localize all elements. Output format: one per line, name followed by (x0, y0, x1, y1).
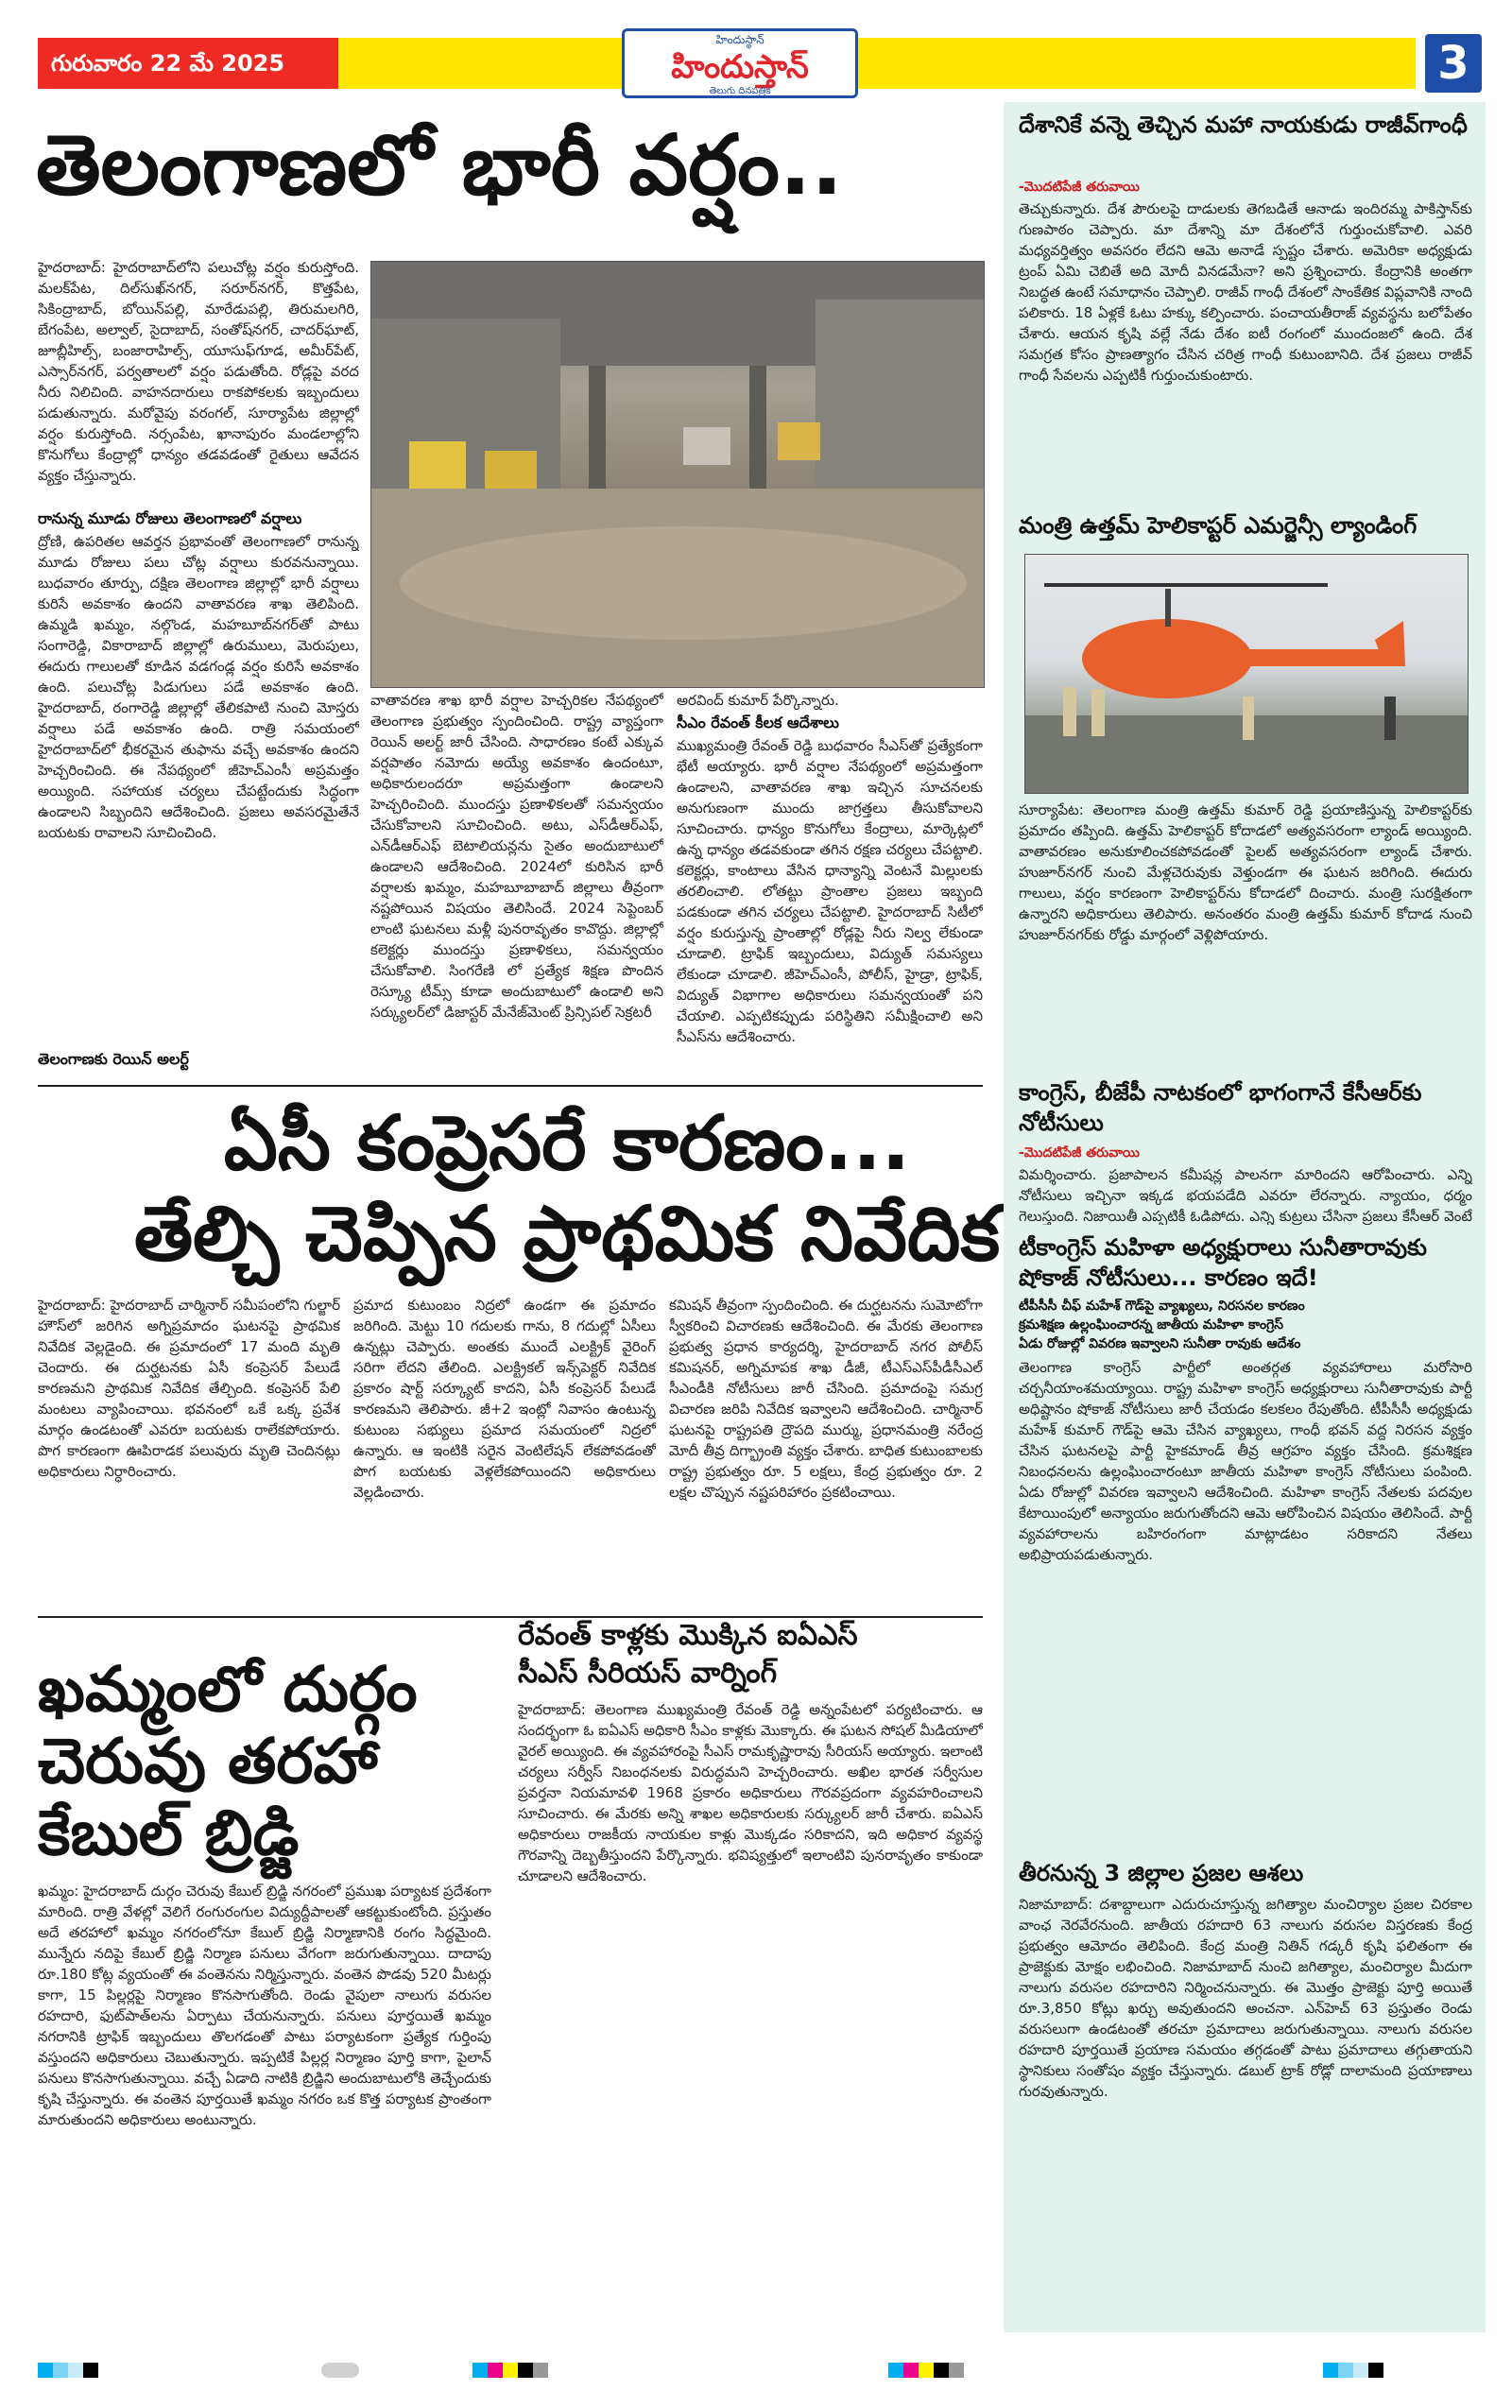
print-color-bar-1 (38, 2363, 98, 2378)
story1-col3-body: అరవింద్ కుమార్ పేర్కొన్నారు. (677, 692, 839, 709)
sidebar-story2-title: మంత్రి ఉత్తమ్ హెలికాప్టర్ ఎమర్జెన్సీ ల్యాండింగ్ (1019, 512, 1418, 539)
print-color-bar-5 (1323, 2363, 1383, 2378)
sidebar-story1-body: తెచ్చుకున్నారు. దేశ పౌరులపై దాడులకు తెగబడితే ఆనాడు ఇందిరమ్మ పాకిస్తాన్‌కు గుణపాఠం చెప్పారు. మా దేశాన్ని మా దేశంలోనే గుర్తుంచుకోవాలి. ఎవరి మధ్యవర్తిత్వం అవసరం లేదని ఆమె అనాడే స్పష్టం చేశారు. అమెరికా అధ్యక్షుడు ట్రంప్ ఏమి చెబితే అది మోదీ వినడమేనా? అని ప్రశ్నించారు. కేంద్రానికి అంతగా నిబద్ధత ఉంటే సమాధానం చెప్పాలి. రాజీవ్ గాంధీ దేశంలో సాంకేతిక విప్లవానికి నాంది పలికారు. 18 ఏళ్లకే ఓటు హక్కు కల్పించారు. పంచాయతీరాజ్ వ్యవస్థను బలోపేతం చేశారు. ఆయన కృషి వల్లే నేడు దేశం ఐటీ రంగంలో ముందంజలో ఉంది. దేశ సమగ్రత కోసం ప్రాణత్యాగం చేసిన చరిత్ర గాంధీ కుటుంబానిది. దేశ ప్రజలు రాజీవ్ గాంధీ సేవలను ఎప్పటికీ గుర్తుంచుకుంటారు. (1019, 200, 1472, 384)
helicopter-photo-illustration (1025, 555, 1468, 793)
sidebar-story4-subhead: టీపీసీసీ చీఫ్ మహేశ్ గౌడ్‌పై వ్యాఖ్యలు, నిరసనల కారణం (1019, 1299, 1305, 1314)
story1-col1-subhead: రానున్న మూడు రోజులు తెలంగాణలో వర్షాలు (38, 509, 302, 527)
sidebar-story3-body: విమర్శించారు. ప్రజాపాలన కమీషన్ల పాలనగా మారిందని ఆరోపించారు. ఎన్ని నోటీసులు ఇచ్చినా ఇక్కడ భయపడేది ఎవరూ లేరన్నారు. న్యాయం, ధర్మం గెలుస్తుంది. నిజాయితీ ఎప్పటికీ ఓడిపోదు. ఎన్ని కుట్రలు చేసినా ప్రజలు కేసీఆర్ వెంటే (1019, 1166, 1472, 1225)
sidebar-story1-title: దేశానికే వన్నె తెచ్చిన మహా నాయకుడు రాజీవ్‌గాంధీ (1019, 112, 1468, 138)
story2-col2-body: ప్రమాద కుటుంబం నిద్రలో ఉండగా ఈ ప్రమాదం జరిగింది. మెట్టు 10 గదులకు గాను, 8 గదుల్లో ఏసీలు ఉన్నట్లు చెప్పారు. అంతకు ముందే ఎలక్ట్రిక్ వైరింగ్ సరిగా లేదని తేలింది. ఎలక్ట్రికల్ ఇన్స్‌పెక్టర్ నివేదిక ప్రకారం షార్ట్ సర్క్యూట్ కాదని, ఏసీ కంప్రెసర్ పేలుడే కారణమని తెలిపారు. జీ+2 ఇంట్లో నివాసం ఉంటున్న కుటుంబ సభ్యులు ప్రమాద సమయంలో నిద్రలో ఉన్నారు. ఆ ఇంటికి సరైన వెంటిలేషన్ లేకపోవడంతో పొగ బయటకు వెళ్లలేకపోయిందని అధికారులు వెల్లడించారు. (353, 1297, 656, 1501)
sidebar-story5-body: నిజామాబాద్: దశాబ్దాలుగా ఎదురుచూస్తున్న జగిత్యాల మంచిర్యాల ప్రజల చిరకాల వాంఛ నెరవేరనుంది. జాతీయ రహదారి 63 నాలుగు వరుసల విస్తరణకు కేంద్ర ప్రభుత్వం ఆమోదం తెలిపింది. కేంద్ర మంత్రి నితిన్ గడ్కరీ కృషి ఫలితంగా ఈ ప్రాజెక్టుకు మోక్షం లభించింది. నిజామాబాద్ నుంచి జగిత్యాల, మంచిర్యాల మీదుగా నాలుగు వరుసల రహదారిని నిర్మించనున్నారు. ఈ మొత్తం ప్రాజెక్టు పూర్తి అయితే రూ.3,850 కోట్లు ఖర్చు అవుతుందని అంచనా. ఎన్‌హెచ్ 63 ప్రస్తుతం రెండు వరుసలుగా ఉండటంతో తరచూ ప్రమాదాలు జరుగుతున్నాయి. నాలుగు వరుసల రహదారి పూర్తయితే ప్రయాణ సమయం తగ్గడంతో పాటు ప్రమాదాలు తగ్గుతాయని స్థానికులు సంతోషం వ్యక్తం చేస్తున్నారు. డబుల్ ట్రాక్ రోడ్లో దాలామంది ప్రయాణాలు గురవుతున్నారు. (1019, 1896, 1472, 2100)
story1-col3-body2: ముఖ్యమంత్రి రేవంత్ రెడ్డి బుధవారం సీఎస్‌తో ప్రత్యేకంగా భేటీ అయ్యారు. భారీ వర్షాల నేపథ్యంలో అప్రమత్తంగా ఉండాలని, వాతావరణ శాఖ ఇచ్చిన సూచనలకు అనుగుణంగా ముందు జాగ్రత్తలు తీసుకోవాలని సూచించారు. ధాన్యం కొనుగోలు కేంద్రాలు, మార్కెట్లలో ఉన్న ధాన్యం తడవకుండా తగిన రక్షణ చర్యలు చేపట్టాలి. కలెక్టర్లు, కాంటాలు వేసిన ధాన్యాన్ని వెంటనే మిల్లులకు తరలించాలి. లోతట్టు ప్రాంతాల ప్రజలు ఇబ్బంది పడకుండా తగిన చర్యలు చేపట్టాలి. హైదరాబాద్ సిటీలో వర్షం కురుస్తున్న ప్రాంతాల్లో రోడ్లపై నీరు నిల్వ లేకుండా చూడాలి. ట్రాఫిక్ ఇబ్బందులు, విద్యుత్ సమస్యలు లేకుండా చూడాలి. జీహెచ్‌ఎంసీ, పోలీస్, హైడ్రా, ట్రాఫిక్, విద్యుత్ విభాగాల అధికారులు సమన్వయంతో పని చేయాలి. ఎప్పటికప్పుడు పరిస్థితిని సమీక్షించాలి అని సీఎస్‌ను ఆదేశించారు. (677, 737, 983, 1045)
sidebar-story4-subhead2: క్రమశిక్షణ ఉల్లంఘించారన్న జాతీయ మహిళా కాంగ్రెస్ (1019, 1317, 1284, 1333)
story1-headline: తెలంగాణలో భారీ వర్షం.. (36, 116, 843, 214)
print-color-bar-2 (321, 2363, 359, 2378)
story1-col2-body: వాతావరణ శాఖ భారీ వర్షాల హెచ్చరికల నేపథ్యంలో తెలంగాణ ప్రభుత్వం స్పందించింది. రాష్ట్ర వ్యాప్తంగా రెయిన్ అలర్ట్ జారీ చేసింది. సాధారణం కంటే ఎక్కువ వర్షపాతం నమోదు అయ్యే అవకాశం ఉందంటూ, అధికారులందరూ అప్రమత్తంగా ఉండాలని హెచ్చరించింది. ముందస్తు ప్రణాళికలతో సమన్వయం చేసుకోవాలని సూచించింది. అటు, ఎస్‌డీఆర్‌ఎఫ్, ఎన్‌డీఆర్‌ఎఫ్ బెటాలియన్లను సైతం అందుబాటులో ఉండాలని ఆదేశించింది. 2024లో కురిసిన భారీ వర్షాలకు ఖమ్మం, మహబూబాబాద్ జిల్లాలు తీవ్రంగా నష్టపోయిన విషయం తెలిసిందే. 2024 సెప్టెంబర్ లాంటి ఘటనలు మళ్లీ పునరావృతం కావొద్దు. జిల్లాల్లో కలెక్టర్లు ముందస్తు ప్రణాళికలు, సమన్వయం చేసుకోవాలి. సింగరేణి లో ప్రత్యేక శిక్షణ పొందిన రెస్క్యూ టీమ్స్ కూడా అందుబాటులో ఉండాలి అని సర్క్యులర్‌లో డిజాస్టర్ మేనేజ్‌మెంట్ ప్రిన్సిపల్ సెక్రటరీ (370, 692, 663, 1021)
issue-date: గురువారం 22 మే 2025 (38, 38, 338, 89)
sidebar-story5-title: తీరనున్న 3 జిల్లాల ప్రజల ఆశలు (1019, 1860, 1304, 1886)
sidebar-story4-subhead3: ఏడు రోజుల్లో వివరణ ఇవ్వాలని సునీతా రావుకు ఆదేశం (1019, 1336, 1301, 1351)
story3-body: ఖమ్మం: హైదరాబాద్ దుర్గం చెరువు కేబుల్ బ్రిడ్జి నగరంలో ప్రముఖ పర్యాటక ప్రదేశంగా మారింది. రాత్రి వేళల్లో వెలిగే రంగురంగుల విద్యుద్దీపాలతో ఆకట్టుకుంటోంది. ప్రస్తుతం అదే తరహాలో ఖమ్మం నగరంలోనూ కేబుల్ బ్రిడ్జి నిర్మాణానికి రంగం సిద్ధమైంది. మున్నేరు నదిపై కేబుల్ బ్రిడ్జి నిర్మాణ పనులు వేగంగా జరుగుతున్నాయి. దాదాపు రూ.180 కోట్ల వ్యయంతో ఈ వంతెనను నిర్మిస్తున్నారు. వంతెన పొడవు 520 మీటర్లు కాగా, 15 పిల్లర్లపై నిర్మాణం కొనసాగుతోంది. రెండు వైపులా నాలుగు వరుసల రహదారి, ఫుట్‌పాత్‌లను ఏర్పాటు చేయనున్నారు. పనులు పూర్తయితే ఖమ్మం నగరానికి ట్రాఫిక్ ఇబ్బందులు తొలగడంతో పాటు పర్యాటకంగా ప్రత్యేక గుర్తింపు వస్తుందని అధికారులు చెబుతున్నారు. ఇప్పటికే పిల్లర్ల నిర్మాణం పూర్తి కాగా, పైలాన్ పనులు కొనసాగుతున్నాయి. వచ్చే ఏడాది నాటికి బ్రిడ్జిని అందుబాటులోకి తెచ్చేందుకు కృషి చేస్తున్నారు. ఈ వంతెన పూర్తయితే ఖమ్మం నగరం ఒక కొత్త పర్యాటక ప్రాంతంగా మారుతుందని అధికారులు అంటున్నారు. (38, 1883, 491, 2128)
newspaper-logo (622, 28, 858, 98)
story4-headline2: సీఎస్ సీరియస్ వార్నింగ్ (518, 1657, 778, 1690)
masthead-band (338, 38, 1416, 89)
story4-body: హైదరాబాద్: తెలంగాణ ముఖ్యమంత్రి రేవంత్ రెడ్డి అన్నంపేటలో పర్యటించారు. ఆ సందర్భంగా ఓ ఐఏఎస్ అధికారి సీఎం కాళ్లకు మొక్కారు. ఈ ఘటన సోషల్ మీడియాలో వైరల్ అయ్యింది. ఈ వ్యవహారంపై సీఎస్ రామకృష్ణారావు సీరియస్ అయ్యారు. ఇలాంటి చర్యలు సర్వీస్ నిబంధనలకు విరుద్ధమని హెచ్చరించారు. అఖిల భారత సర్వీసుల ప్రవర్తనా నియమావళి 1968 ప్రకారం అధికారులు గౌరవప్రదంగా వ్యవహరించాలని సూచించారు. ఈ మేరకు అన్ని శాఖల అధికారులకు సర్క్యులర్ జారీ చేశారు. ఐఏఎస్ అధికారులు రాజకీయ నాయకుల కాళ్లు మొక్కడం సరికాదని, ఇది అధికార వ్యవస్థ గౌరవాన్ని దెబ్బతీస్తుందని పేర్కొన్నారు. భవిష్యత్తులో ఇలాంటివి పునరావృతం కాకుండా చూడాలని ఆదేశించారు. (518, 1701, 983, 1884)
flood-road-photo (370, 261, 985, 688)
flood-photo-illustration (371, 262, 984, 687)
sidebar-story3-byline: -మొదటిపేజీ తరువాయి (1019, 1145, 1140, 1161)
story1-col1-subhead2: తెలంగాణకు రెయిన్ అలర్ట్ (38, 1050, 189, 1068)
sidebar-story1-byline: -మొదటిపేజీ తరువాయి (1019, 180, 1140, 195)
print-color-bar-3 (472, 2363, 548, 2378)
story2-col3-body: కమిషన్ తీవ్రంగా స్పందించింది. ఈ దుర్ఘటనను సుమోటోగా స్వీకరించి విచారణకు ఆదేశించింది. ఈ మేరకు తెలంగాణ ప్రభుత్వ ప్రధాన కార్యదర్శి, హైదరాబాద్ నగర పోలీస్ కమిషనర్, అగ్నిమాపక శాఖ డీజీ, టీఎస్‌ఎస్‌పీడీసీఎల్ సీఎండీకి నోటీసులు జారీ చేసింది. ప్రమాదంపై సమగ్ర విచారణ జరిపి నివేదిక ఇవ్వాలని ఆదేశించింది. చార్మినార్ ఘటనపై రాష్ట్రపతి ద్రౌపది ముర్ము, ప్రధానమంత్రి నరేంద్ర మోదీ తీవ్ర దిగ్భ్రాంతి వ్యక్తం చేశారు. బాధిత కుటుంబాలకు రాష్ట్ర ప్రభుత్వం రూ. 5 లక్షలు, కేంద్ర ప్రభుత్వం రూ. 2 లక్షల చొప్పున నష్టపరిహారం ప్రకటించాయి. (669, 1297, 983, 1501)
sidebar-story4-title: టీకాంగ్రెస్ మహిళా అధ్యక్షురాలు సునీతారావుకు షోకాజ్ నోటీసులు... కారణం ఇదే! (1019, 1234, 1427, 1291)
story4-headline1: రేవంత్ కాళ్లకు మొక్కిన ఐఏఎస్ (518, 1619, 858, 1652)
logo-sub-text: తెలుగు దినపత్రిక (709, 86, 771, 96)
helicopter-photo (1024, 554, 1469, 794)
sidebar-story4-body: తెలంగాణ కాంగ్రెస్ పార్టీలో అంతర్గత వ్యవహారాలు మరోసారి చర్చనీయాంశమయ్యాయి. రాష్ట్ర మహిళా కాంగ్రెస్ అధ్యక్షురాలు సునీతారావుకు పార్టీ అధిష్టానం షోకాజ్ నోటీసులు జారీ చేయడం కలకలం రేపుతోంది. టీపీసీసీ అధ్యక్షుడు మహేశ్ కుమార్ గౌడ్‌పై ఆమె చేసిన వ్యాఖ్యలు, గాంధీ భవన్ వద్ద నిరసన వ్యక్తం చేసిన ఘటనలపై పార్టీ హైకమాండ్ తీవ్ర ఆగ్రహం వ్యక్తం చేసింది. క్రమశిక్షణ నిబంధనలను ఉల్లంఘించారంటూ జాతీయ మహిళా కాంగ్రెస్ నోటీసులు పంపింది. ఏడు రోజుల్లో వివరణ ఇవ్వాలని ఆదేశించింది. మహిళా కాంగ్రెస్ నేతలకు పదవుల కేటాయింపులో అన్యాయం జరుగుతోందని ఆమె ఆరోపించిన విషయం తెలిసిందే. పార్టీ వ్యవహారాలను బహిరంగంగా మాట్లాడటం సరికాదని నేతలు అభిప్రాయపడుతున్నారు. (1019, 1359, 1472, 1563)
story2-headline-line2: తేల్చి చెప్పిన ప్రాథమిక నివేదిక (133, 1190, 1001, 1278)
print-color-bar-4 (888, 2363, 964, 2378)
sidebar-story3-title: కాంగ్రెస్, బీజేపీ నాటకంలో భాగంగానే కేసీఆర్‌కు నోటీసులు (1019, 1079, 1422, 1136)
logo-main-text: హిందుస్తాన్ (671, 48, 809, 86)
story1-col1-body: హైదరాబాద్: హైదరాబాద్‌లోని పలుచోట్ల వర్షం కురుస్తోంది. మలక్‌పేట, దిల్‌సుఖ్‌నగర్, సరూర్‌నగర్, కొత్తపేట, సికింద్రాబాద్, బోయిన్‌పల్లి, మారేడుపల్లి, తిరుమలగిరి, బేగంపేట, అల్వాల్, సైదాబాద్, సంతోష్‌నగర్, చాదర్‌ఘాట్, జూబ్లీహిల్స్, బంజారాహిల్స్, యూసుఫ్‌గూడ, అమీర్‌పేట్, ఎస్సార్‌నగర్, పర్వతాలలో వర్షం పడుతోంది. రోడ్లపై వరద నీరు నిలిచింది. వాహనదారులు రాకపోకలకు ఇబ్బందులు పడుతున్నారు. మరోవైపు వరంగల్, సూర్యాపేట జిల్లాల్లో వర్షం కురుస్తోంది. నర్సంపేట, ఖానాపురం మండలాల్లోని కొనుగోలు కేంద్రాల్లో ధాన్యం తడవడంతో రైతులు ఆవేదన వ్యక్తం చేస్తున్నారు. (38, 259, 359, 484)
story2-headline-line1: ఏసీ కంప్రెసరే కారణం... (223, 1099, 911, 1187)
story1-col1-body2: ద్రోణి, ఉపరితల ఆవర్తన ప్రభావంతో తెలంగాణలో రానున్న మూడు రోజులు పలు చోట్ల వర్షాలు కురవనున్నాయి. బుధవారం తూర్పు, దక్షిణ తెలంగాణ జిల్లాల్లో భారీ వర్షాలు కురిసే అవకాశం ఉందని వాతావరణ శాఖ తెలిపింది. ఉమ్మడి ఖమ్మం, నల్గొండ, మహబూబ్‌నగర్‌తో పాటు సంగారెడ్డి, వికారాబాద్ జిల్లాల్లో ఉరుములు, మెరుపులు, ఈదురు గాలులతో కూడిన వడగండ్ల వర్షం కురిసే అవకాశం ఉంది. పలుచోట్ల పిడుగులు పడే అవకాశం ఉంది. హైదరాబాద్, రంగారెడ్డి జిల్లాల్లో తేలికపాటి నుంచి మోస్తరు వర్షాలు పడే అవకాశం ఉంది. రాత్రి సమయంలో హైదరాబాద్‌లో భీకరమైన తుఫాను వచ్చే అవకాశం ఉందని హెచ్చరించింది. ఈ నేపథ్యంలో జీహెచ్‌ఎంసీ అప్రమత్తం అయ్యింది. సహాయక చర్యలు చేపట్టేందుకు సిద్ధంగా ఉండాలని సిబ్బందిని ఆదేశించింది. ప్రజలు అవసరమైతేనే బయటకు రావాలని సూచించింది. (38, 533, 359, 841)
sidebar-story2-body: సూర్యాపేట: తెలంగాణ మంత్రి ఉత్తమ్ కుమార్ రెడ్డి ప్రయాణిస్తున్న హెలికాప్టర్‌కు ప్రమాదం తప్పింది. ఉత్తమ్ హెలికాప్టర్ కోదాడలో అత్యవసరంగా ల్యాండ్ అయ్యింది. వాతావరణం అనుకూలించకపోవడంతో పైలట్ అత్యవసరంగా ల్యాండ్ చేశారు. హుజూర్‌నగర్ నుంచి మేళ్లచెరువుకు వెళ్తుండగా ఈ ఘటన జరిగింది. ఈదురు గాలులు, వర్షం కారణంగా హెలికాప్టర్‌ను కోదాడలో దించారు. మంత్రి సురక్షితంగా ఉన్నారని అధికారులు తెలిపారు. అనంతరం మంత్రి ఉత్తమ్ కుమార్ కోదాడ నుంచి హుజూర్‌నగర్‌కు రోడ్డు మార్గంలో వెళ్లిపోయారు. (1019, 801, 1472, 943)
page-number: 3 (1425, 34, 1482, 93)
logo-top-text: హిందుస్థాన్ (715, 33, 765, 46)
divider (38, 1085, 983, 1087)
story1-col3-subhead: సీఎం రేవంత్ కీలక ఆదేశాలు (677, 714, 839, 731)
story2-col1-body: హైదరాబాద్: హైదరాబాద్ చార్మినార్ సమీపంలోని గుల్జార్ హౌస్‌లో జరిగిన అగ్నిప్రమాదం ఘటనపై ప్రాథమిక నివేదిక వెల్లడైంది. ఈ ప్రమాదంలో 17 మంది మృతి చెందారు. ఈ దుర్ఘటనకు ఏసీ కంప్రెసర్ పేలుడే కారణమని ప్రాథమిక నివేదిక తేల్చింది. కంప్రెసర్ పేలి మంటలు వ్యాపించాయి. భవనంలో ఒకే ఒక్క ప్రవేశ మార్గం ఉండటంతో ఎవరూ బయటకు రాలేకపోయారు. పొగ కారణంగా ఊపిరాడక పలువురు మృతి చెందినట్లు అధికారులు నిర్ధారించారు. (38, 1297, 340, 1480)
story3-headline: ఖమ్మంలో దుర్గం చెరువు తరహా కేబుల్ బ్రిడ్జి (38, 1653, 418, 1869)
